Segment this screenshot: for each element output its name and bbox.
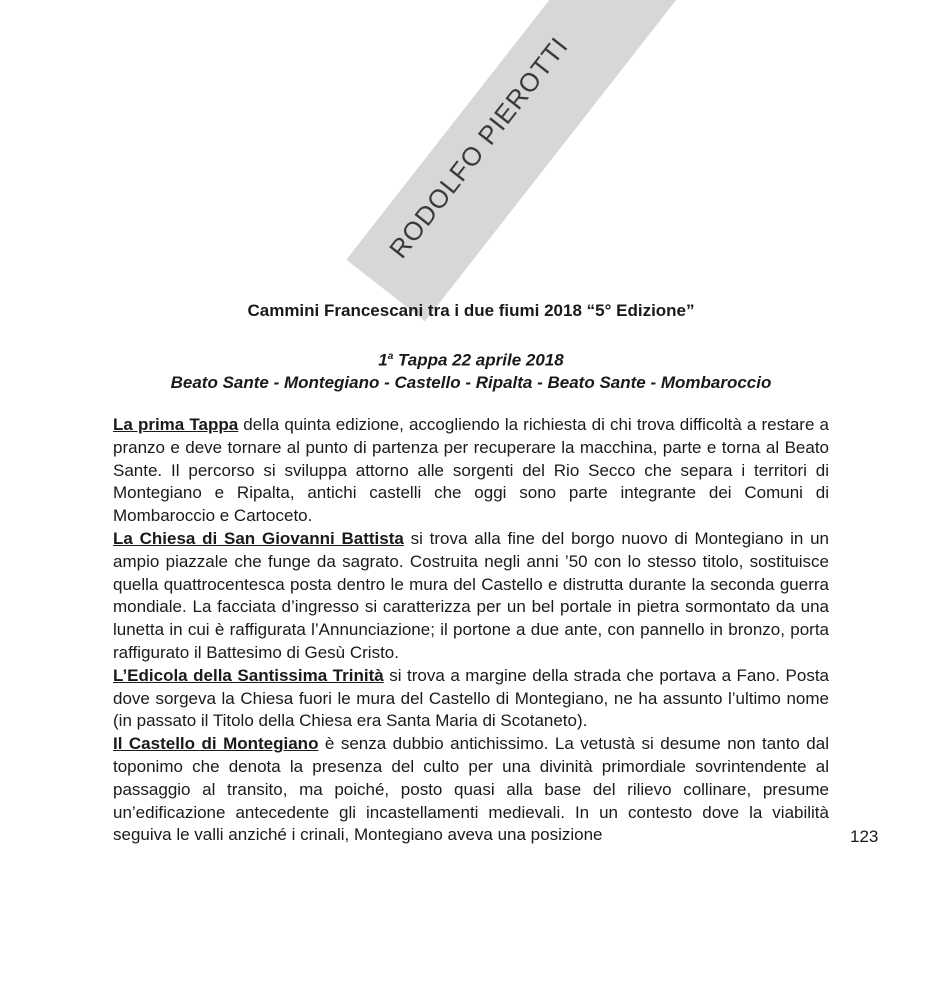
article-title: Cammini Francescani tra i due fiumi 2018 “5° Edizione” <box>247 301 695 320</box>
paragraph-lead: L’Edicola della Santissima Trinità <box>113 665 384 685</box>
paragraph <box>113 528 829 665</box>
article-body <box>113 414 829 847</box>
paragraph-text: della quinta edizione, accogliendo la richiesta di chi trova difficoltà a restare a pranzo e deve tornare al punto di partenza per recuperare la macchina, parte e torna al Beato Sante. Il percorso si sviluppa attorno alle sorgenti del Rio Secco che separa i territori di Montegiano e Ripalta, antichi castelli che oggi sono parte integrante dei Comuni di Mombaroccio e Cartoceto. <box>113 415 829 526</box>
stage-date: Tappa 22 aprile 2018 <box>393 350 564 370</box>
paragraph-lead: La prima Tappa <box>113 415 239 434</box>
paragraph-text: si trova a margine della strada che portava a Fano. Posta dove sorgeva la Chiesa fuori le mura del Castello di Montegiano, ne ha assunto l’ultimo nome (in passato il Titolo della Chiesa era Santa Maria di Scotaneto). <box>113 665 829 731</box>
author-ribbon <box>346 0 683 321</box>
author-name: RODOLFO PIEROTTI <box>383 31 575 264</box>
stage-subtitle <box>113 346 829 394</box>
stage-number: 1 <box>378 350 388 370</box>
paragraph-text: si trova alla fine del borgo nuovo di Montegiano in un ampio piazzale che funge da sagrato. Costruita negli anni ’50 con lo stesso titolo, sostituisce quella quattrocentesca posta dentro le mura del Castello e distrutta durante la seconda guerra mondiale. La facciata d’ingresso si caratterizza per un bel portale in pietra sormontato da una lunetta in cui è raffigurata l’Annunciazione; il portone a due ante, con pannello in bronzo, porta raffigurato il Battesimo di Gesù Cristo. <box>113 528 829 662</box>
paragraph <box>113 665 829 733</box>
paragraph-text: è senza dubbio antichissimo. La vetustà si desume non tanto dal toponimo che denota la presenza del culto per una divinità primordiale sovrintendente al passaggio al transito, ma poiché, posto quasi alla base del rilievo collinare, presume un’edificazione antecedente gli incastellamenti medievali. In un contesto dove la viabilità seguiva le valli anziché i crinali, Montegiano aveva una posizione <box>113 734 829 845</box>
stage-line <box>113 346 829 372</box>
page-number: 123 <box>850 827 879 846</box>
paragraph <box>113 733 829 847</box>
stage-ordinal: a <box>387 351 394 362</box>
route-line: Beato Sante - Montegiano - Castello - Ripalta - Beato Sante - Mombaroccio <box>170 372 772 392</box>
paragraph-lead: La Chiesa di San Giovanni Battista <box>113 528 404 548</box>
paragraph-lead: Il Castello di Montegiano <box>113 734 319 754</box>
paragraph <box>113 414 829 528</box>
